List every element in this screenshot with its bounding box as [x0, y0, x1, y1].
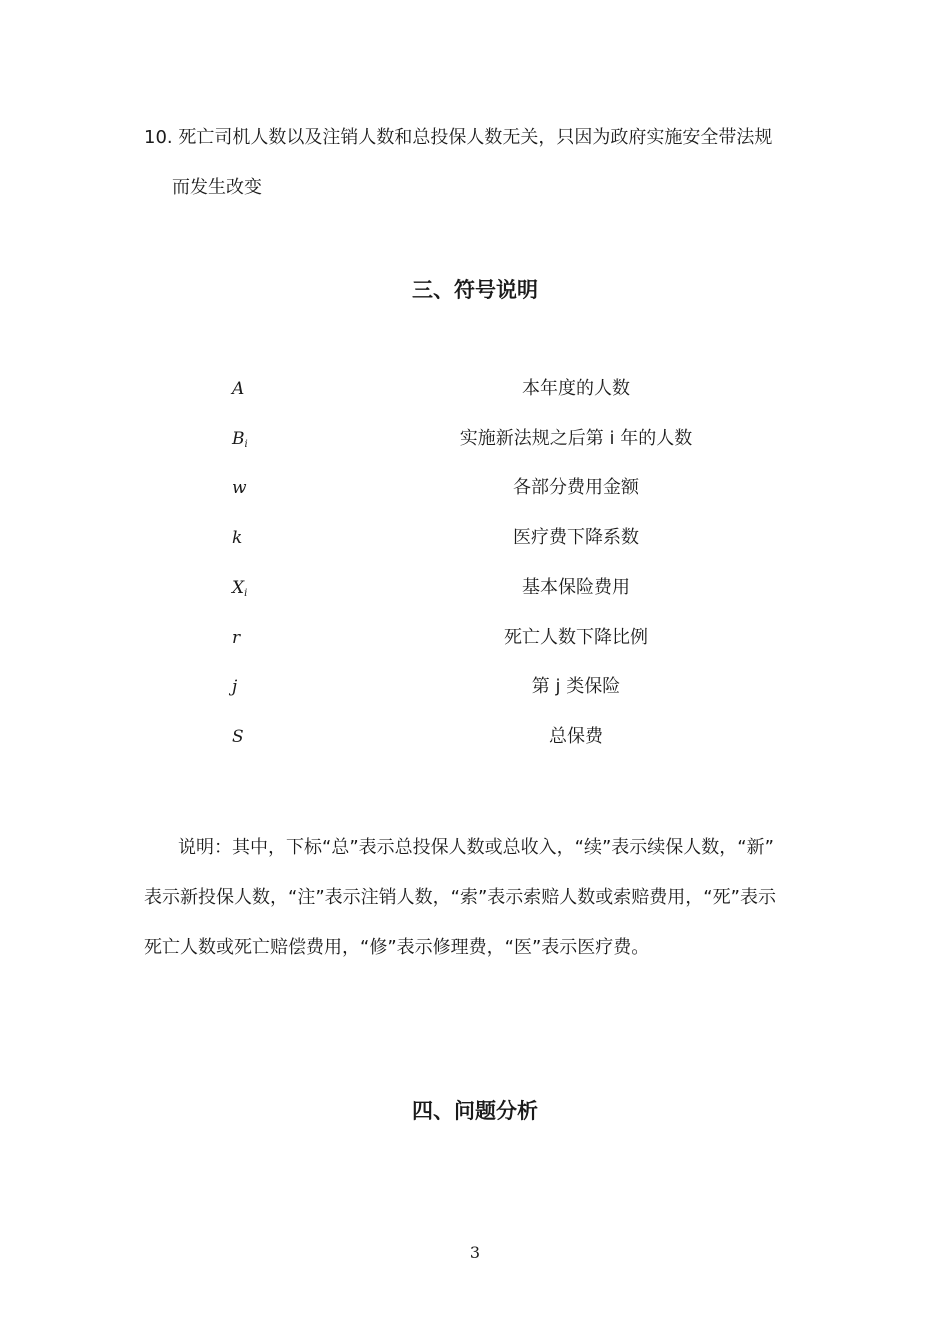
section-heading-symbols: 三、符号说明 [412, 278, 538, 302]
symbol-description: 第 j 类保险 [531, 676, 621, 697]
symbol-description: 总保费 [549, 726, 603, 747]
assumption-line-1: 10. 死亡司机人数以及注销人数和总投保人数无关，只因为政府实施安全带法规 [144, 127, 773, 148]
symbol-description: 基本保险费用 [522, 577, 630, 598]
symbol-cell: A [232, 379, 245, 399]
symbol-cell: S [232, 727, 244, 747]
symbol-cell: $X_i$ [232, 578, 248, 599]
symbol-description: 医疗费下降系数 [513, 527, 639, 548]
symbol-row [0, 673, 950, 703]
explanation-line-1: 说明：其中，下标“总”表示总投保人数或总收入，“续”表示续保人数，“新” [178, 837, 774, 858]
symbol-cell: j [232, 677, 238, 697]
symbol-row [0, 574, 950, 604]
section-heading-problem-analysis: 四、问题分析 [412, 1099, 538, 1123]
symbol-row [0, 624, 950, 654]
symbol-row [0, 474, 950, 504]
symbol-row [0, 723, 950, 753]
symbol-description: 实施新法规之后第 i 年的人数 [459, 428, 693, 449]
symbol-row [0, 524, 950, 554]
assumption-line-2: 而发生改变 [172, 177, 262, 198]
symbol-cell: $B_i$ [232, 429, 248, 450]
symbol-cell: k [232, 528, 243, 548]
symbol-cell: r [232, 628, 241, 648]
symbol-description: 死亡人数下降比例 [504, 627, 648, 648]
symbol-cell: w [232, 478, 247, 498]
symbol-description: 各部分费用金额 [513, 477, 639, 498]
symbol-row [0, 375, 950, 405]
explanation-line-3: 死亡人数或死亡赔偿费用，“修”表示修理费，“医”表示医疗费。 [144, 937, 650, 958]
page-number: 3 [469, 1243, 481, 1262]
explanation-line-2: 表示新投保人数，“注”表示注销人数，“索”表示索赔人数或索赔费用，“死”表示 [144, 887, 776, 908]
symbol-description: 本年度的人数 [522, 378, 630, 399]
symbol-row [0, 425, 950, 455]
